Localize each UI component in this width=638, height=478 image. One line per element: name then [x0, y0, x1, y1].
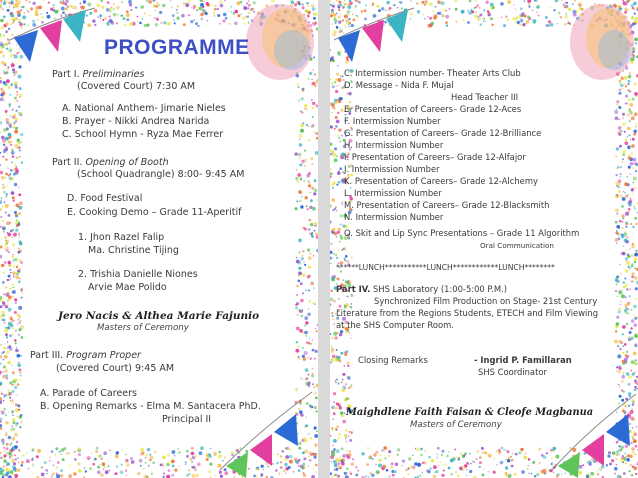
- bunting-flag-pink: [362, 20, 384, 52]
- participant-name: 1. Jhon Razel Falip: [78, 232, 165, 243]
- part4-description: Synchronized Film Production on Stage- 21st Century: [374, 296, 598, 306]
- part1-heading: Part I. Preliminaries: [52, 69, 145, 80]
- part2-heading: Part II. Opening of Booth: [52, 157, 169, 168]
- program-item: G. Presentation of Careers– Grade 12-Brilliance: [344, 128, 542, 138]
- part1-item: A. National Anthem- Jimarie Nieles: [62, 103, 226, 114]
- program-item: D. Message - Nida F. Mujal: [344, 80, 454, 90]
- participant-name: Ma. Christine Tijing: [88, 245, 179, 256]
- hosts-names: Jero Nacis & Althea Marie Fajunio: [58, 310, 260, 322]
- part4-description: Literature from the Regions Students, ETECH and Film Viewing: [336, 308, 599, 318]
- closing-remarks-name: - Ingrid P. Famillaran: [474, 355, 572, 365]
- program-item: E. Presentation of Careers– Grade 12-Aces: [344, 104, 522, 114]
- part3-item: A. Parade of Careers: [40, 388, 137, 399]
- bunting-flag-green: [226, 452, 248, 478]
- part1-venue: (Covered Court) 7:30 AM: [77, 81, 196, 92]
- part4-description: at the SHS Computer Room.: [336, 320, 454, 330]
- part3-venue: (Covered Court) 9:45 AM: [56, 363, 175, 374]
- part3-heading: Part III. Program Proper: [30, 350, 141, 361]
- part4-heading: Part IV. SHS Laboratory (1:00-5:00 P.M.): [336, 284, 507, 294]
- bunting-flag-blue: [338, 30, 360, 62]
- right-page: [330, 0, 638, 478]
- program-item: L. Intermission Number: [344, 188, 442, 198]
- bunting-flag-blue: [606, 414, 630, 446]
- skit-item: O. Skit and Lip Sync Presentations – Grade 11 Algorithm: [344, 228, 580, 238]
- participant-name: Arvie Mae Polido: [88, 282, 167, 293]
- principal-role: Principal II: [162, 414, 212, 425]
- bunting-flag-green: [558, 452, 580, 478]
- hosts-names: Maighdlene Faith Faisan & Cleofe Magbanua: [346, 407, 594, 418]
- closing-remarks-label: Closing Remarks: [358, 355, 428, 365]
- hosts-role: Masters of Ceremony: [410, 420, 502, 430]
- bunting-flag-pink: [582, 434, 604, 466]
- program-item: I. Presentation of Careers– Grade 12-Alfajor: [344, 152, 526, 162]
- skit-strand: Oral Communication: [480, 241, 554, 250]
- program-item: J. Intermission Number: [344, 164, 440, 174]
- programme-title: PROGRAMME: [104, 36, 250, 59]
- confetti-head-silhouette: [570, 4, 634, 80]
- program-item-role: Head Teacher III: [451, 92, 519, 102]
- bunting-flag-teal: [386, 10, 408, 42]
- part2-item: D. Food Festival: [67, 193, 143, 204]
- program-item: C. Intermission number- Theater Arts Club: [344, 68, 521, 78]
- closing-remarks-role: SHS Coordinator: [478, 367, 547, 377]
- program-item: H. Intermission Number: [344, 140, 444, 150]
- hosts-role: Masters of Ceremony: [97, 323, 189, 333]
- program-item: K. Presentation of Careers– Grade 12-Alchemy: [344, 176, 538, 186]
- left-bottom-bunting: [0, 0, 318, 478]
- part2-venue: (School Quadrangle) 8:00- 9:45 AM: [77, 169, 245, 180]
- left-page: [0, 0, 318, 478]
- part3-item: B. Opening Remarks - Elma M. Santacera PhD.: [40, 401, 261, 412]
- program-item: M. Presentation of Careers– Grade 12-Blacksmith: [344, 200, 550, 210]
- lunch-divider: ******LUNCH***********LUNCH************LUNCH********: [336, 263, 555, 272]
- program-item: N. Intermission Number: [344, 212, 444, 222]
- program-item: F. Intermission Number: [344, 116, 441, 126]
- part2-item: E. Cooking Demo – Grade 11-Aperitif: [67, 207, 242, 218]
- part1-item: C. School Hymn - Ryza Mae Ferrer: [62, 129, 224, 140]
- participant-name: 2. Trishia Danielle Niones: [78, 269, 198, 280]
- part1-item: B. Prayer - Nikki Andrea Narida: [62, 116, 210, 127]
